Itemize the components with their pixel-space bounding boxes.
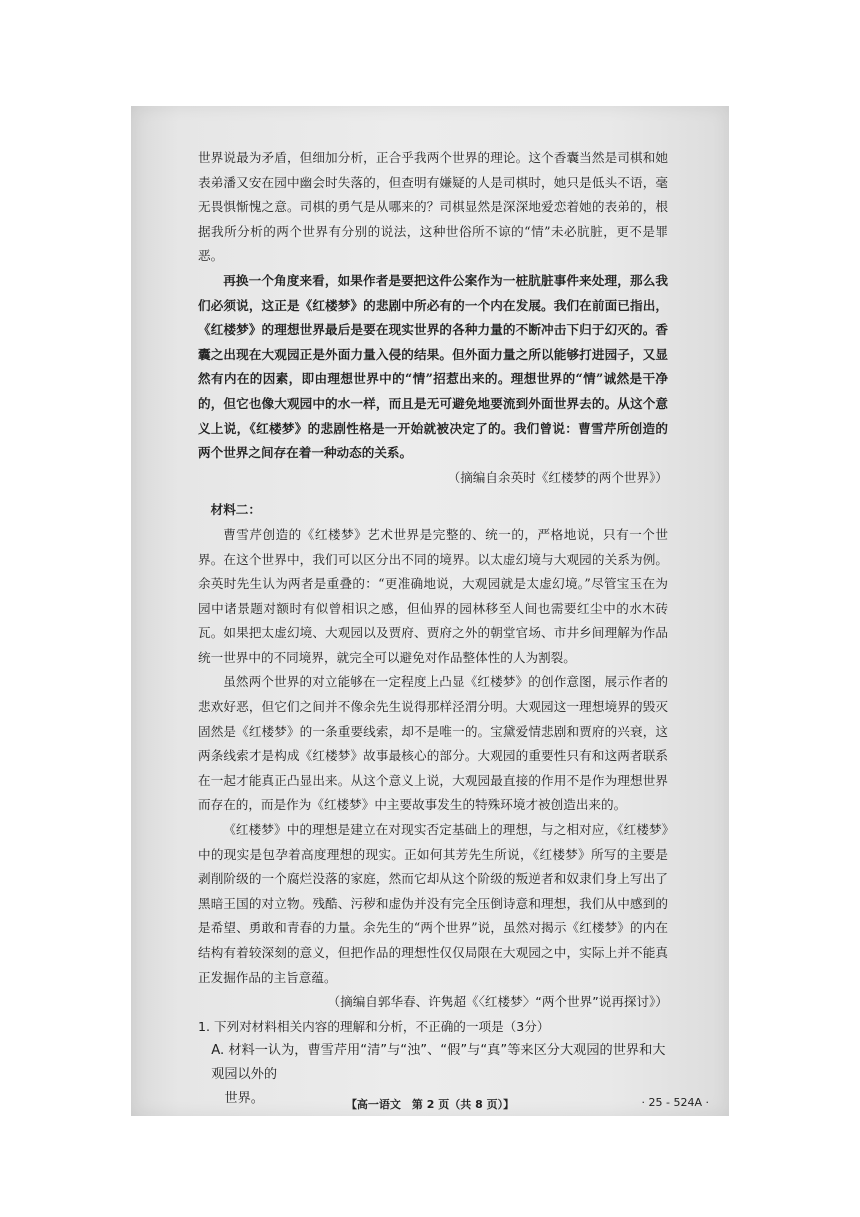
option-a-continued: 世界。 [224, 1091, 264, 1107]
option-a: A. 材料一认为，曹雪芹用“清”与“浊”、“假”与“真”等来区分大观园的世界和大观园以外的 [211, 1043, 666, 1083]
source-1: （摘编自余英时《红楼梦的两个世界》） [447, 469, 668, 485]
paragraph-1: 世界说最为矛盾，但细加分析，正合乎我两个世界的理论。这个香囊当然是司棋和她表弟潘又安在园中幽会时失落的，但查明有嫌疑的人是司棋时，她只是低头不语，毫无畏惧惭愧之意。司棋的勇气是从哪来的？司棋显然是深深地爱恋着她的表弟的，根据我所分析的两个世界有分别的说法，这种世俗所不谅的“情”未必肮脏，更不是罪恶。 [198, 150, 668, 264]
paragraph-3: 曹雪芹创造的《红楼梦》艺术世界是完整的、统一的，严格地说，只有一个世界。在这个世界中，我们可以区分出不同的境界。以太虚幻境与大观园的关系为例。余英时先生认为两者是重叠的：“更准确地说，大观园就是太虚幻境。”尽管宝玉在为园中诸景题对额时有似曾相识之感，但仙界的园林移至人间也需要红尘中的水木砖瓦。如果把太虚幻境、大观园以及贾府、贾府之外的朝堂官场、市井乡间理解为作品统一世界中的不同境界，就完全可以避免对作品整体性的人为割裂。 [198, 526, 668, 665]
paragraph-4: 虽然两个世界的对立能够在一定程度上凸显《红楼梦》的创作意图，展示作者的悲欢好恶，但它们之间并不像余先生说得那样泾渭分明。大观园这一理想境界的毁灭固然是《红楼梦》的一条重要线索，却不是唯一的。宝黛爱情悲剧和贾府的兴衰，这两条线索才是构成《红楼梦》故事最核心的部分。大观园的重要性只有和这两者联系在一起才能真正凸显出来。从这个意义上说，大观园最直接的作用不是作为理想世界而存在的，而是作为《红楼梦》中主要故事发生的特殊环境才被创造出来的。 [198, 674, 668, 813]
footer-page-info: 【高一语文 第 2 页（共 8 页）】 [345, 1098, 515, 1111]
paragraph-2: 再换一个角度来看，如果作者是要把这件公案作为一桩肮脏事件来处理，那么我们必须说，这正是《红楼梦》的悲剧中所必有的一个内在发展。我们在前面已指出，《红楼梦》的理想世界最后是要在现实世界的各种力量的不断冲击下归于幻灭的。香囊之出现在大观园正是外面力量入侵的结果。但外面力量之所以能够打进园子，又显然有内在的因素，即由理想世界中的“情”招惹出来的。理想世界的“情”诚然是干净的，但它也像大观园中的水一样，而且是无可避免地要流到外面世界去的。从这个意义上说，《红楼梦》的悲剧性格是一开始就被决定了的。我们曾说：曹雪芹所创造的两个世界之间存在着一种动态的关系。 [198, 272, 668, 461]
page-footer [131, 1096, 729, 1114]
question-1: 1. 下列对材料相关内容的理解和分析，不正确的一项是（3分） [198, 1018, 550, 1034]
paragraph-5: 《红楼梦》中的理想是建立在对现实否定基础上的理想，与之相对应，《红楼梦》中的现实是包孕着高度理想的现实。正如何其芳先生所说，《红楼梦》所写的主要是剥削阶级的一个腐烂没落的家庭，然而它却从这个阶级的叛逆者和奴隶们身上写出了黑暗王国的对立物。残酷、污秽和虚伪并没有完全压倒诗意和理想，我们从中感到的是希望、勇敢和青春的力量。余先生的“两个世界”说，虽然对揭示《红楼梦》的内在结构有着较深刻的意义，但把作品的理想性仅仅局限在大观园之中，实际上并不能真正发掘作品的主旨意蕴。 [198, 822, 668, 985]
exam-page [131, 106, 729, 1116]
material-2-heading: 材料二： [210, 502, 261, 518]
source-2: （摘编自郭华春、许隽超《〈红楼梦〉“两个世界”说再探讨》） [327, 994, 668, 1010]
footer-code: · 25 - 524A · [641, 1096, 709, 1109]
page-content [198, 146, 668, 1111]
